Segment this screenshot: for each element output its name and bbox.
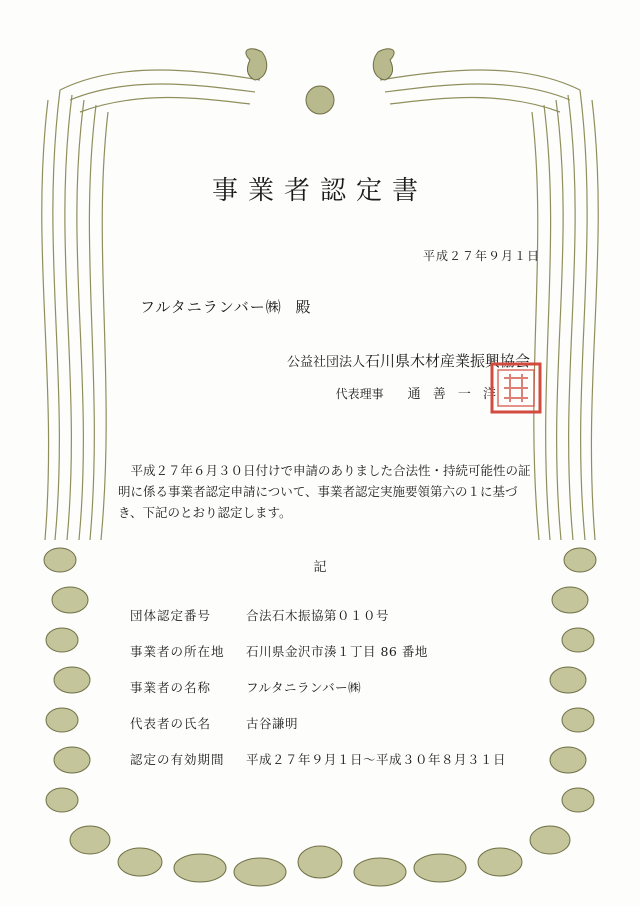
detail-row-representative: [130, 705, 506, 741]
detail-value: 合法石木振協第０１０号: [246, 608, 390, 623]
detail-value: 古谷謙明: [246, 716, 299, 731]
recipient-name: フルタニランバー㈱: [140, 298, 282, 316]
detail-label: 事業者の所在地: [130, 644, 225, 659]
official-seal-stamp: [488, 360, 544, 416]
certificate-title: 事業者認定書: [211, 176, 428, 206]
issuer-rep-title: 代表理事: [335, 387, 384, 401]
details-list: [130, 597, 506, 777]
issuer-rep-name: 通 善 一 洋: [407, 387, 500, 402]
detail-value: 平成２７年９月１日〜平成３０年８月３１日: [246, 752, 507, 767]
recipient-line: [140, 296, 312, 317]
detail-label: 代表者の氏名: [130, 716, 212, 731]
detail-label: 団体認定番号: [130, 608, 212, 623]
detail-row-business-name: [130, 669, 506, 705]
issuer-org-name: 石川県木材産業振興協会: [364, 352, 530, 370]
issuer-representative: [336, 383, 500, 402]
notation-ki: 記: [313, 560, 327, 575]
detail-value: 石川県金沢市湊１丁目 86 番地: [246, 644, 428, 659]
issuer-org-prefix: 公益社団法人: [286, 355, 365, 370]
certification-statement: 平成２７年６月３０日付けで申請のありました合法性・持続可能性の証明に係る事業者認定申請について、事業者認定実施要領第六の１に基づき、下記のとおり認定します。: [118, 463, 531, 520]
issue-date: 平成２７年９月１日: [422, 249, 540, 263]
recipient-honorific: 殿: [295, 298, 312, 316]
detail-label: 認定の有効期間: [130, 752, 225, 767]
detail-row-address: [130, 633, 506, 669]
detail-value: フルタニランバー㈱: [246, 680, 362, 695]
detail-row-validity-period: [130, 741, 506, 777]
detail-label: 事業者の名称: [130, 680, 212, 695]
detail-row-cert-number: [130, 597, 506, 633]
